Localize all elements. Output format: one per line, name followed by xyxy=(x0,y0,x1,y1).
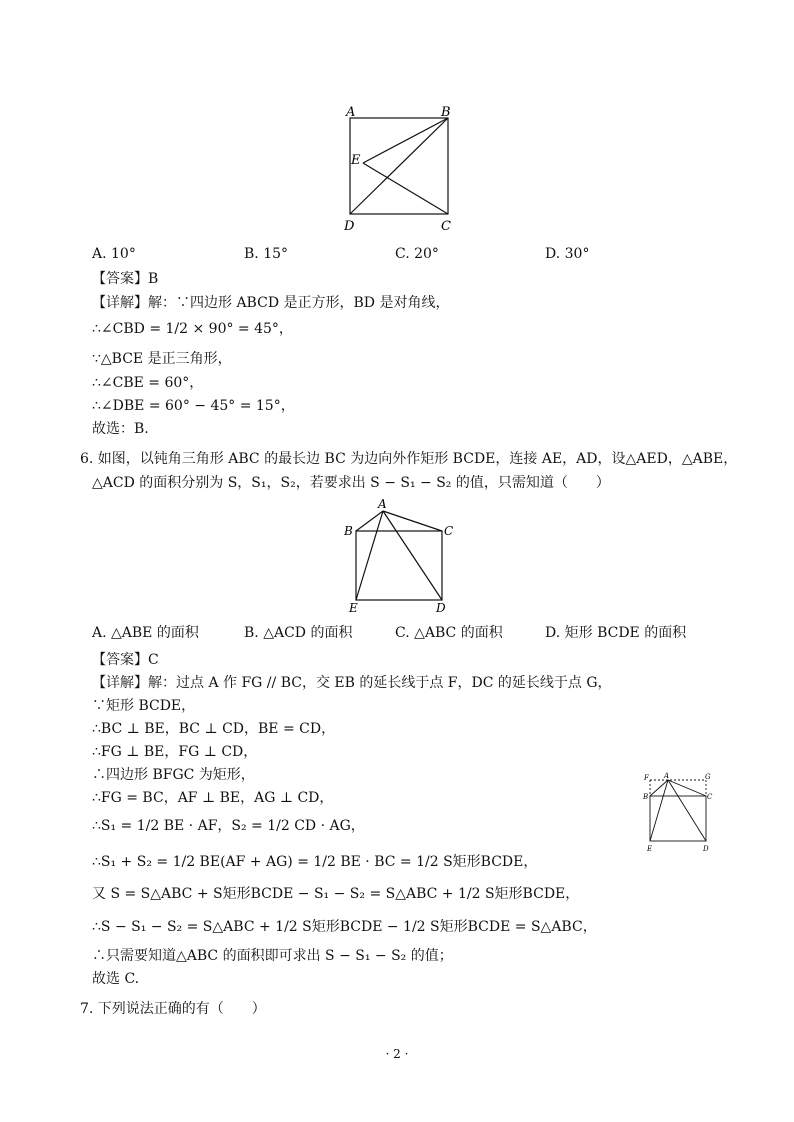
label-d: D xyxy=(703,845,709,853)
label-d: D xyxy=(344,219,355,234)
label-g: G xyxy=(705,773,711,781)
q6-solution-line: ∴S₁ = 1/2 BE · AF，S₂ = 1/2 CD · AG， xyxy=(92,818,365,834)
q5-solution-line: 故选：B. xyxy=(92,421,149,437)
segment-ab xyxy=(356,511,383,531)
label-c: C xyxy=(444,524,454,538)
q6-solution-line: ∴BC ⊥ BE，BC ⊥ CD，BE = CD， xyxy=(92,721,336,737)
label-b: B xyxy=(344,524,353,538)
diagonal-bd xyxy=(350,118,448,214)
label-b: B xyxy=(643,793,649,801)
label-e: E xyxy=(351,153,361,168)
segment-be xyxy=(363,118,448,163)
q6-option-b: B. △ACD 的面积 xyxy=(244,625,353,641)
label-c: C xyxy=(441,219,451,234)
segment-ad xyxy=(668,780,706,841)
label-b: B xyxy=(441,105,451,120)
label-a: A xyxy=(664,772,670,780)
q6-solution-line: ∴S₁ + S₂ = 1/2 BE(AF + AG) = 1/2 BE · BC = 1/2 S矩形BCDE， xyxy=(92,854,538,870)
label-d: D xyxy=(436,601,446,615)
q7-stem: 7. 下列说法正确的有（ ） xyxy=(80,1001,266,1017)
q5-option-c: C. 20° xyxy=(395,246,439,262)
figure-square-abcd xyxy=(335,100,465,235)
q6-solution-line: 故选 C. xyxy=(92,971,140,987)
q5-solution-line: ∴∠CBE = 60°， xyxy=(92,375,204,391)
q6-solution-line: 【详解】解：过点 A 作 FG // BC，交 EB 的延长线于点 F，DC 的延长线于点 G， xyxy=(92,675,612,691)
label-e: E xyxy=(647,845,653,853)
rectangle-bcde-small xyxy=(650,796,706,841)
label-f: F xyxy=(644,774,649,782)
q6-stem-line: 6. 如图，以钝角三角形 ABC 的最长边 BC 为边向外作矩形 BCDE，连接 AE，AD，设△AED，△ABE， xyxy=(80,451,738,467)
q6-option-c: C. △ABC 的面积 xyxy=(395,625,503,641)
q5-solution-line: ∴∠CBD = 1/2 × 90° = 45°， xyxy=(92,321,293,337)
segment-ad xyxy=(383,511,442,600)
q6-solution-line: ∴只需要知道△ABC 的面积即可求出 S − S₁ − S₂ 的值； xyxy=(92,948,453,964)
label-a: A xyxy=(378,497,387,511)
q5-answer: 【答案】B xyxy=(92,271,159,287)
q6-solution-line: ∴FG ⊥ BE，FG ⊥ CD， xyxy=(92,744,258,760)
q6-solution-line: ∴S − S₁ − S₂ = S△ABC + 1/2 S矩形BCDE − 1/2 S矩形BCDE = S△ABC， xyxy=(92,919,597,935)
q6-answer: 【答案】C xyxy=(92,652,159,668)
figure-auxiliary-bfgc xyxy=(640,772,720,854)
rectangle-bcde xyxy=(356,531,442,600)
q6-option-d: D. 矩形 BCDE 的面积 xyxy=(545,625,687,641)
q5-solution-line: 【详解】解：∵四边形 ABCD 是正方形，BD 是对角线， xyxy=(92,295,450,311)
q5-option-d: D. 30° xyxy=(545,246,590,262)
figure-rectangle-bcde xyxy=(340,497,460,617)
segment-ac xyxy=(383,511,442,531)
segment-ac xyxy=(668,780,706,796)
q5-solution-line: ∵△BCE 是正三角形， xyxy=(92,351,232,367)
q6-solution-line: ∴FG = BC，AF ⊥ BE，AG ⊥ CD， xyxy=(92,790,334,806)
label-c: C xyxy=(707,793,713,801)
q6-option-a: A. △ABE 的面积 xyxy=(92,625,199,641)
segment-ae xyxy=(356,511,383,600)
q5-option-a: A. 10° xyxy=(92,246,136,262)
q6-solution-line: ∵矩形 BCDE， xyxy=(92,698,196,714)
q6-solution-line: 又 S = S△ABC + S矩形BCDE − S₁ − S₂ = S△ABC + 1/2 S矩形BCDE， xyxy=(92,886,580,902)
label-a: A xyxy=(346,105,356,120)
q6-solution-line: ∴四边形 BFGC 为矩形， xyxy=(92,767,255,783)
label-e: E xyxy=(349,601,358,615)
q5-solution-line: ∴∠DBE = 60° − 45° = 15°， xyxy=(92,398,295,414)
page-number: · 2 · xyxy=(385,1047,409,1061)
q6-stem-line: △ACD 的面积分别为 S，S₁，S₂，若要求出 S − S₁ − S₂ 的值，只需知道（ ） xyxy=(92,475,610,491)
segment-ae xyxy=(650,780,668,841)
q5-option-b: B. 15° xyxy=(244,246,289,262)
